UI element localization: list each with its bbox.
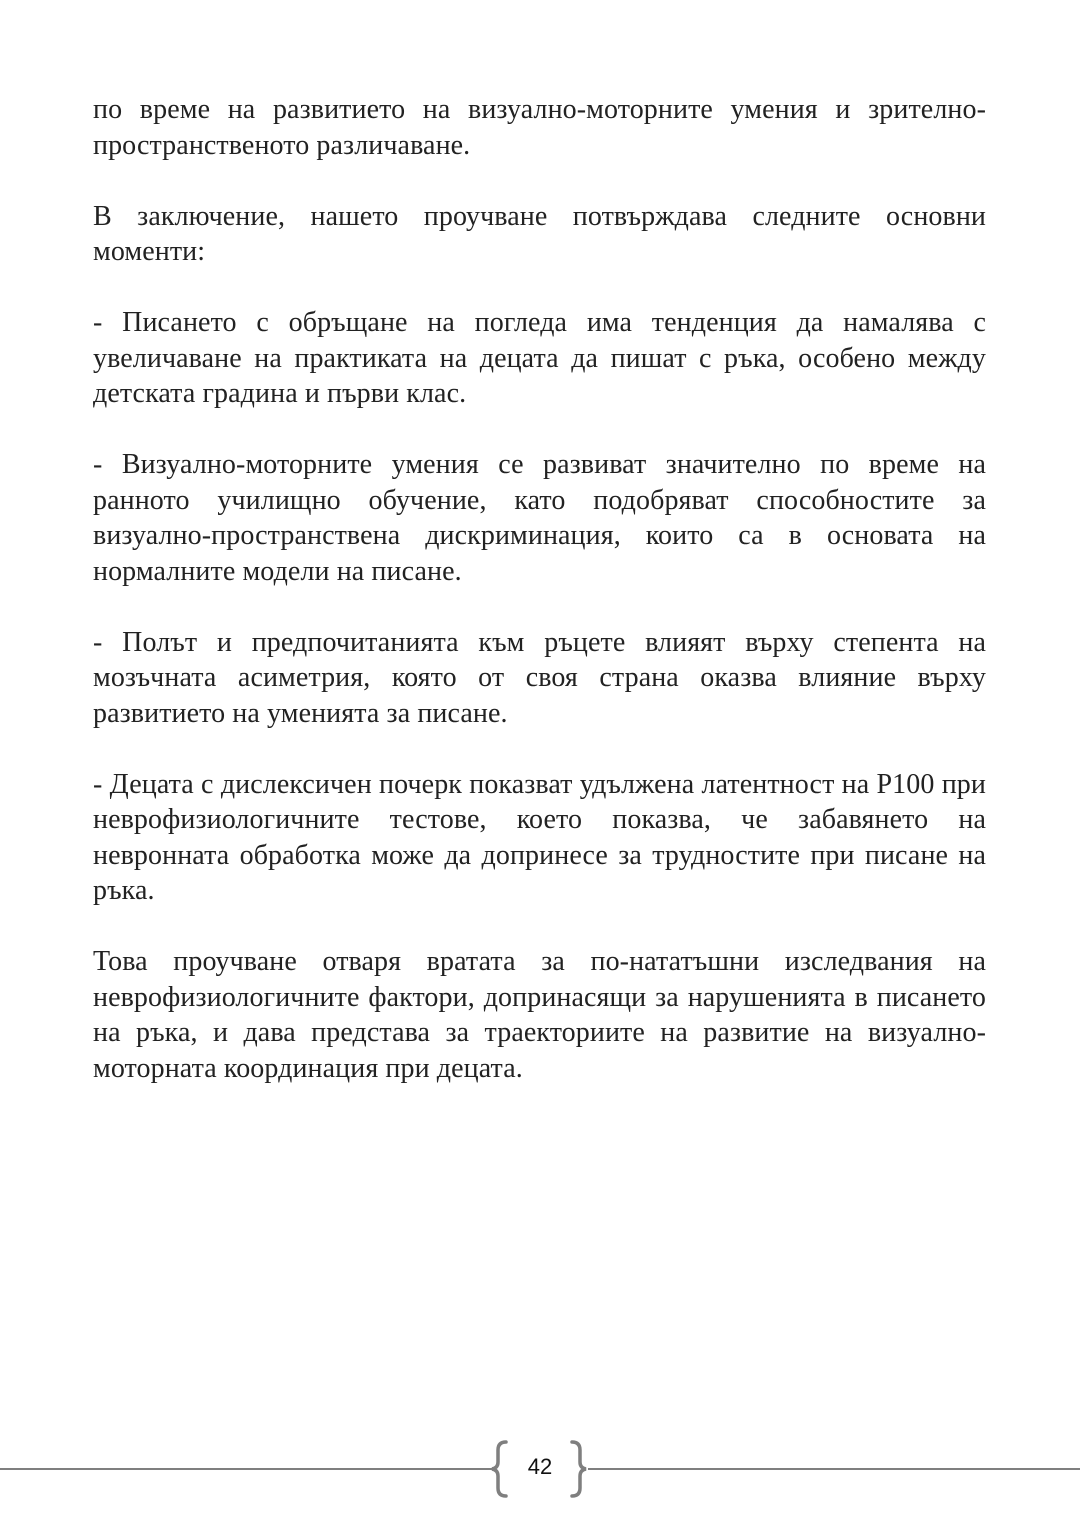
paragraph-closing: Това проучване отваря вратата за по-нататъшни изследвания на неврофизиологичните фактори, допринасящи за нарушенията в писането на ръка, и дава представа за траекториите на развитие на визуално-моторната координация при децата. bbox=[93, 946, 986, 1084]
page-body bbox=[93, 92, 986, 1086]
page-footer bbox=[0, 1440, 1080, 1500]
paragraph-conclusion-intro: В заключение, нашето проучване потвърждава следните основни моменти: bbox=[93, 200, 986, 267]
right-brace-icon bbox=[566, 1440, 588, 1498]
paragraph-point-visual-motor: - Визуално-моторните умения се развиват значително по време на ранното училищно обучение, като подобряват способностите за визуално-пространствена дискриминация, които са в основата на нормалните модели на писане. bbox=[93, 449, 986, 587]
footer-rule-right bbox=[588, 1468, 1080, 1470]
paragraph-point-dyslexic: - Децата с дислексичен почерк показват удължена латентност на P100 при неврофизиологичните тестове, което показва, че забавянето на невронната обработка може да допринесе за трудностите при писане на ръка. bbox=[93, 768, 986, 906]
page-number: 42 bbox=[527, 1454, 553, 1479]
left-brace-icon bbox=[490, 1440, 512, 1498]
footer-rule-left bbox=[0, 1468, 492, 1470]
paragraph-point-gender-hand: - Полът и предпочитанията към ръцете влияят върху степента на мозъчната асиметрия, която от своя страна оказва влияние върху развитието на уменията за писане. bbox=[93, 626, 986, 729]
paragraph-continuation: по време на развитието на визуално-моторните умения и зрително-пространственото различаване. bbox=[93, 94, 986, 161]
paragraph-point-mirror-writing: - Писането с обръщане на погледа има тенденция да намалява с увеличаване на практиката на децата да пишат с ръка, особено между детската градина и първи клас. bbox=[93, 307, 986, 409]
